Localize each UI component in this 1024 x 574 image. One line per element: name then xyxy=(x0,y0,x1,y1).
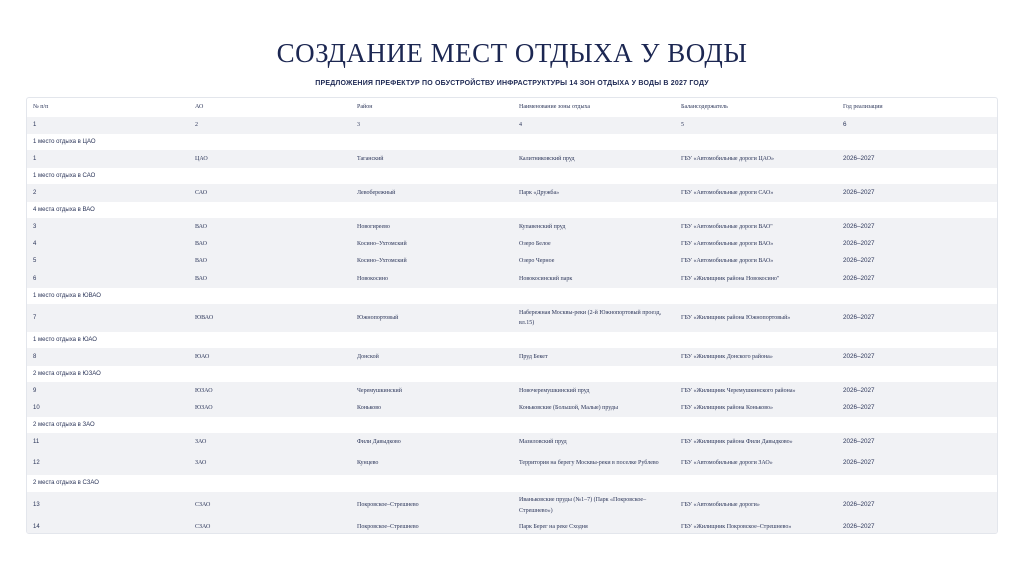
table-cell: Южнопортовый xyxy=(351,304,513,332)
table-cell: 14 xyxy=(27,519,189,534)
table-cell: 2026–2027 xyxy=(837,348,998,366)
table-cell: ЦАО xyxy=(189,150,351,168)
table-cell: 2026–2027 xyxy=(837,400,998,417)
table-cell: Покровское–Стрешнево xyxy=(351,519,513,534)
table-cell: ЮЗАО xyxy=(189,400,351,417)
group-row xyxy=(27,202,998,218)
table-row xyxy=(27,236,998,253)
table-cell: 10 xyxy=(27,400,189,417)
table-cell: Иваньковские пруды (№1–7) (Парк «Покровское–Стрешнево») xyxy=(513,492,675,519)
table-cell: ГБУ «Автомобильные дороги ЗАО» xyxy=(675,451,837,475)
table-cell: ГБУ «Автомобильные дороги ВАО» xyxy=(675,236,837,253)
table-cell: 2026–2027 xyxy=(837,492,998,519)
table-cell: Покровское–Стрешнево xyxy=(351,492,513,519)
table-cell: 2026–2027 xyxy=(837,218,998,236)
table-cell: ГБУ «Автомобильные дороги» xyxy=(675,492,837,519)
group-label: 2 места отдыха в ЮЗАО xyxy=(33,370,101,377)
table-cell: ГБУ «Жилищник района Коньково» xyxy=(675,400,837,417)
table-cell: ЮАО xyxy=(189,348,351,366)
group-label: 2 места отдыха в СЗАО xyxy=(33,480,99,487)
table-cell: Озеро Белое xyxy=(513,236,675,253)
table-body xyxy=(27,98,998,534)
table-row xyxy=(27,117,998,134)
table-row xyxy=(27,150,998,168)
table-cell: ГБУ «Автомобильные дороги САО» xyxy=(675,184,837,202)
header-cell: Балансодержатель xyxy=(681,104,728,111)
table-cell: 2026–2027 xyxy=(837,236,998,253)
table-row xyxy=(27,451,998,475)
table-cell: ВАО xyxy=(189,270,351,288)
table-cell: 11 xyxy=(27,433,189,451)
table-cell: 2026–2027 xyxy=(837,184,998,202)
table-cell: ЮЗАО xyxy=(189,382,351,400)
table-row xyxy=(27,433,998,451)
table-cell: 4 xyxy=(513,117,675,134)
table-row xyxy=(27,382,998,400)
group-row xyxy=(27,288,998,304)
table-cell: 2026–2027 xyxy=(837,382,998,400)
table-cell: Новокосино xyxy=(351,270,513,288)
table-cell: САО xyxy=(189,184,351,202)
table-cell: Левобережный xyxy=(351,184,513,202)
table-row xyxy=(27,270,998,288)
group-label: 1 место отдыха в ЮВАО xyxy=(33,292,101,299)
group-label: 2 места отдыха в ЗАО xyxy=(33,421,95,428)
table-cell: Фили Давыдково xyxy=(351,433,513,451)
table-cell: Донской xyxy=(351,348,513,366)
table-cell: 2026–2027 xyxy=(837,270,998,288)
table-cell: ЗАО xyxy=(189,451,351,475)
table-cell: Озеро Черное xyxy=(513,253,675,270)
table-cell: ВАО xyxy=(189,218,351,236)
zones-table xyxy=(26,97,998,534)
table-cell: 2026–2027 xyxy=(837,519,998,534)
table-cell: Косино–Ухтомский xyxy=(351,236,513,253)
table-cell: 4 xyxy=(27,236,189,253)
table-header-row xyxy=(27,98,998,117)
table-cell: ГБУ «Автомобильные дороги ВАО» xyxy=(675,253,837,270)
table-cell: ГБУ «Жилищник Донского района» xyxy=(675,348,837,366)
table-cell: 1 xyxy=(27,150,189,168)
table-cell: 3 xyxy=(351,117,513,134)
table-cell: Коньково xyxy=(351,400,513,417)
table-cell: Новочеремушкинский пруд xyxy=(513,382,675,400)
table-cell: 5 xyxy=(675,117,837,134)
table-cell: ГБУ «Жилищник района Южнопортовый» xyxy=(675,304,837,332)
table-cell: 5 xyxy=(27,253,189,270)
group-row xyxy=(27,417,998,433)
table-cell: Косино–Ухтомский xyxy=(351,253,513,270)
table-cell: 6 xyxy=(27,270,189,288)
table-cell: 8 xyxy=(27,348,189,366)
table-cell: Мазиловский пруд xyxy=(513,433,675,451)
table-row xyxy=(27,348,998,366)
table-cell: 12 xyxy=(27,451,189,475)
table-cell: Парк Берег на реке Сходня xyxy=(513,519,675,534)
table-cell: Набережная Москвы-реки (2-й Южнопортовый проезд, вл.15) xyxy=(513,304,675,332)
table-cell: Таганский xyxy=(351,150,513,168)
group-row xyxy=(27,475,998,492)
group-row xyxy=(27,134,998,150)
group-label: 1 место отдыха в САО xyxy=(33,172,96,179)
table-cell: Черемушкинский xyxy=(351,382,513,400)
table-cell: 13 xyxy=(27,492,189,519)
table-row xyxy=(27,184,998,202)
table-cell: ГБУ «Автомобильные дороги ЦАО» xyxy=(675,150,837,168)
header-cell: АО xyxy=(195,104,204,111)
table-cell: ГБУ «Автомобильные дороги ВАО" xyxy=(675,218,837,236)
table-cell: Парк «Дружба» xyxy=(513,184,675,202)
table-cell: 7 xyxy=(27,304,189,332)
table-cell: 9 xyxy=(27,382,189,400)
table-cell: Коньковские (Большой, Малые) пруды xyxy=(513,400,675,417)
page-subtitle: ПРЕДЛОЖЕНИЯ ПРЕФЕКТУР ПО ОБУСТРОЙСТВУ ИНФРАСТРУКТУРЫ 14 ЗОН ОТДЫХА У ВОДЫ В 2027 ГОДУ xyxy=(315,80,709,87)
table-cell: 1 xyxy=(27,117,189,134)
table-cell: 2 xyxy=(27,184,189,202)
page-title: СОЗДАНИЕ МЕСТ ОТДЫХА У ВОДЫ xyxy=(276,38,748,68)
table-cell: Купавенский пруд xyxy=(513,218,675,236)
header-cell: Наименование зоны отдыха xyxy=(519,104,591,111)
table-cell: Территория на берегу Москвы-реки в поселке Рублево xyxy=(513,451,675,475)
table-cell: СЗАО xyxy=(189,492,351,519)
table-cell: ВАО xyxy=(189,236,351,253)
group-row xyxy=(27,332,998,348)
table-cell: Новогиреево xyxy=(351,218,513,236)
header-cell: Район xyxy=(357,104,373,111)
table-cell: ЮВАО xyxy=(189,304,351,332)
table-cell: 2026–2027 xyxy=(837,150,998,168)
table-cell: Пруд Бекет xyxy=(513,348,675,366)
table-row xyxy=(27,400,998,417)
table-row xyxy=(27,253,998,270)
header-cell: Год реализации xyxy=(843,104,883,111)
table-cell: 3 xyxy=(27,218,189,236)
table-row xyxy=(27,218,998,236)
table-cell: Новокосинский парк xyxy=(513,270,675,288)
table-cell: 2026–2027 xyxy=(837,304,998,332)
table-row xyxy=(27,304,998,332)
group-row xyxy=(27,366,998,382)
table-cell: 2 xyxy=(189,117,351,134)
group-label: 4 места отдыха в ВАО xyxy=(33,206,95,213)
table-cell: 6 xyxy=(837,117,998,134)
group-label: 1 место отдыха в ЮАО xyxy=(33,336,97,343)
header-cell: № п/п xyxy=(33,104,49,111)
table-row xyxy=(27,519,998,534)
table-cell: Кунцево xyxy=(351,451,513,475)
table-cell: ЗАО xyxy=(189,433,351,451)
table-cell: Калитниковский пруд xyxy=(513,150,675,168)
table-cell: ГБУ «Жилищник района Фили Давыдково» xyxy=(675,433,837,451)
table-cell: 2026–2027 xyxy=(837,433,998,451)
table-row xyxy=(27,492,998,519)
table-cell: ГБУ «Жилищник Покровское–Стрешнево» xyxy=(675,519,837,534)
table-cell: ГБУ «Жилищник Черемушкинского района» xyxy=(675,382,837,400)
table-cell: ВАО xyxy=(189,253,351,270)
group-label: 1 место отдыха в ЦАО xyxy=(33,138,96,145)
table-cell: СЗАО xyxy=(189,519,351,534)
group-row xyxy=(27,168,998,184)
table-cell: ГБУ «Жилищник района Новокосино" xyxy=(675,270,837,288)
table-cell: 2026–2027 xyxy=(837,451,998,475)
table-cell: 2026–2027 xyxy=(837,253,998,270)
